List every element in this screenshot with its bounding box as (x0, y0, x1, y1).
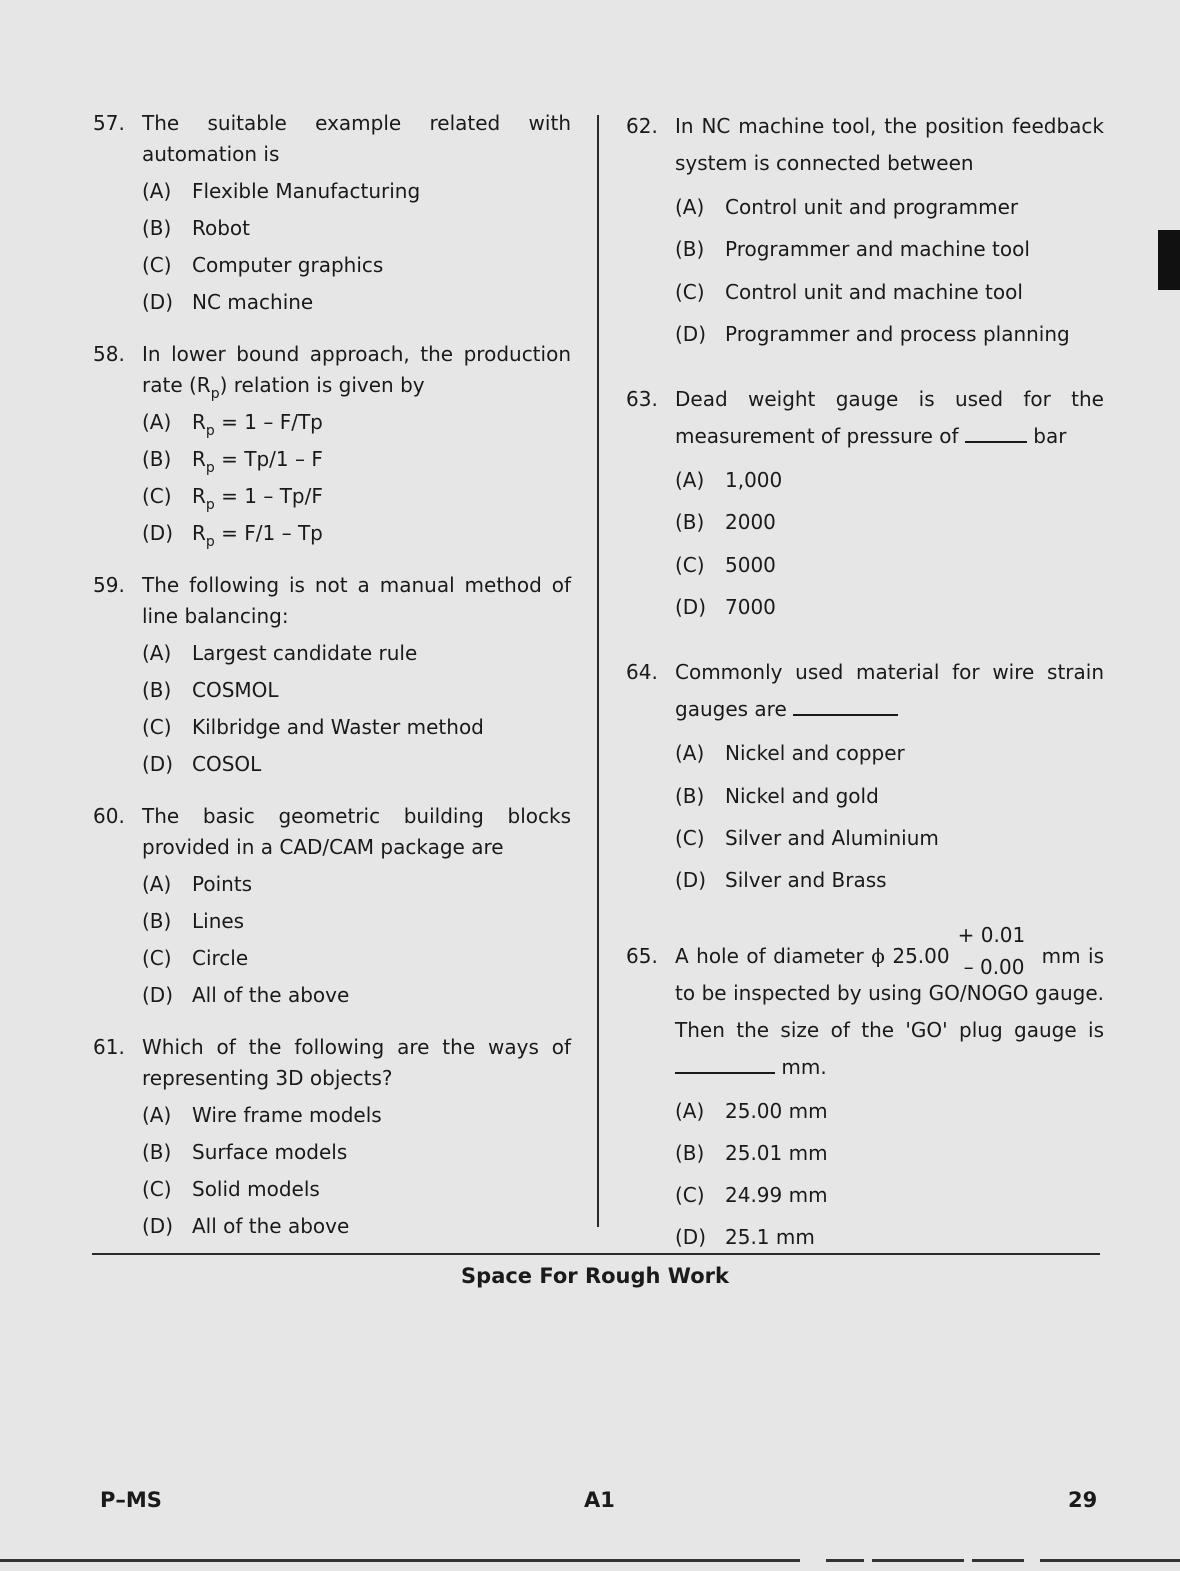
option: (D) Silver and Brass (675, 868, 887, 893)
option: (A) Largest candidate rule (142, 641, 418, 665)
question-stem (93, 570, 571, 632)
phi-symbol: ϕ (871, 943, 885, 968)
question-stem (93, 339, 571, 401)
question-text: The following is not a manual method of line balancing: (142, 573, 571, 628)
option: (C) Kilbridge and Waster method (142, 715, 484, 739)
option: (B) 2000 (675, 510, 776, 535)
question-text: In lower bound approach, the production rate $(R_p)$ relation is given by (142, 342, 571, 402)
option: (C) $R_p = 1 - Tp/F$ (142, 484, 323, 513)
question-stem (626, 381, 1104, 455)
option: (A) 1,000 (675, 468, 783, 493)
question-text: Commonly used material for wire strain gauges are (675, 660, 1104, 722)
option: (D) COSOL (142, 752, 262, 776)
left-column (93, 108, 571, 1263)
option: (A) Control unit and programmer (675, 195, 1019, 219)
question-number: 63. (626, 387, 658, 412)
option: (B) Nickel and gold (675, 783, 879, 808)
option: (D) 7000 (675, 595, 776, 620)
option: (C) Solid models (142, 1177, 320, 1201)
question-number: 57. (93, 111, 125, 135)
question-number: 62. (626, 114, 658, 138)
option: (A) Flexible Manufacturing (142, 179, 421, 203)
question-number: 60. (93, 804, 125, 828)
question-57 (93, 108, 571, 321)
question-text: The basic geometric building blocks provided in a CAD/CAM package are (142, 804, 571, 859)
rough-work-heading: Space For Rough Work (461, 1264, 729, 1288)
option: (C) Computer graphics (142, 253, 384, 277)
option: (A) Points (142, 872, 253, 896)
option: (B) $R_p = Tp/1 - F$ (142, 447, 323, 476)
question-stem (93, 108, 571, 170)
tolerance: + 0.01 – 0.00 (957, 922, 1026, 979)
option: (D) All of the above (142, 1214, 350, 1238)
option: (D) 25.1 mm (675, 1225, 815, 1250)
question-text: The suitable example related with automation is (142, 111, 571, 166)
option: (B) Robot (142, 216, 251, 240)
option: (D) $R_p = F/1 - Tp$ (142, 521, 323, 550)
question-58 (93, 339, 571, 552)
question-64 (626, 654, 1104, 901)
question-text: Dead weight gauge is used for the measurement of pressure of bar (675, 387, 1104, 449)
answer-blank (793, 714, 898, 716)
question-stem (626, 922, 1105, 1086)
option: (D) Programmer and process planning (675, 321, 1070, 346)
option: (D) All of the above (142, 983, 350, 1007)
option: (B) Surface models (142, 1140, 348, 1164)
footer-series: A1 (584, 1488, 615, 1512)
option: (B) COSMOL (142, 678, 279, 702)
option: (C) 5000 (675, 552, 776, 577)
question-62 (626, 108, 1104, 355)
option: (A) 25.00 mm (675, 1098, 828, 1123)
option: (A) Nickel and copper (675, 741, 905, 766)
option: (A) $R_p = 1 - F/Tp$ (142, 410, 323, 439)
bottom-rule (972, 1559, 1024, 1562)
option: (D) NC machine (142, 290, 314, 314)
question-number: 58. (93, 342, 125, 366)
question-65 (626, 922, 1105, 1259)
bottom-rule (0, 1559, 800, 1562)
page-edge-tab-mark (1158, 230, 1180, 290)
question-number: 65. (626, 943, 658, 968)
option: (A) Wire frame models (142, 1103, 382, 1127)
option: (B) Lines (142, 909, 245, 933)
question-60 (93, 801, 571, 1014)
bottom-rule (826, 1559, 864, 1562)
option: (C) 24.99 mm (675, 1183, 828, 1208)
answer-blank (965, 441, 1027, 443)
question-text: In NC machine tool, the position feedback system is connected between (675, 114, 1104, 175)
option: (C) Control unit and machine tool (675, 279, 1023, 304)
bottom-rule (872, 1559, 964, 1562)
bottom-rule (1040, 1559, 1180, 1562)
footer-code: P–MS (100, 1488, 162, 1512)
question-text: A hole of diameter ϕ 25.00 + 0.01 – 0.00 mm is to be inspected by using GO/NOGO gauge. Then the size of the 'GO' plug gauge is mm. (675, 922, 1105, 1079)
question-stem (93, 801, 571, 863)
question-63 (626, 381, 1104, 628)
question-number: 64. (626, 660, 658, 685)
option: (C) Circle (142, 946, 249, 970)
question-stem (93, 1032, 571, 1094)
question-number: 61. (93, 1035, 125, 1059)
option: (C) Silver and Aluminium (675, 825, 939, 850)
answer-blank (675, 1072, 775, 1074)
section-divider (92, 1253, 1100, 1255)
right-column (626, 108, 1104, 1285)
option: (B) 25.01 mm (675, 1140, 828, 1165)
question-stem (626, 654, 1104, 728)
question-stem (626, 108, 1104, 182)
column-divider (597, 115, 599, 1227)
question-59 (93, 570, 571, 783)
option: (B) Programmer and machine tool (675, 237, 1030, 262)
question-number: 59. (93, 573, 125, 597)
question-61 (93, 1032, 571, 1245)
question-text: Which of the following are the ways of representing 3D objects? (142, 1035, 571, 1090)
page-number: 29 (1068, 1488, 1098, 1512)
